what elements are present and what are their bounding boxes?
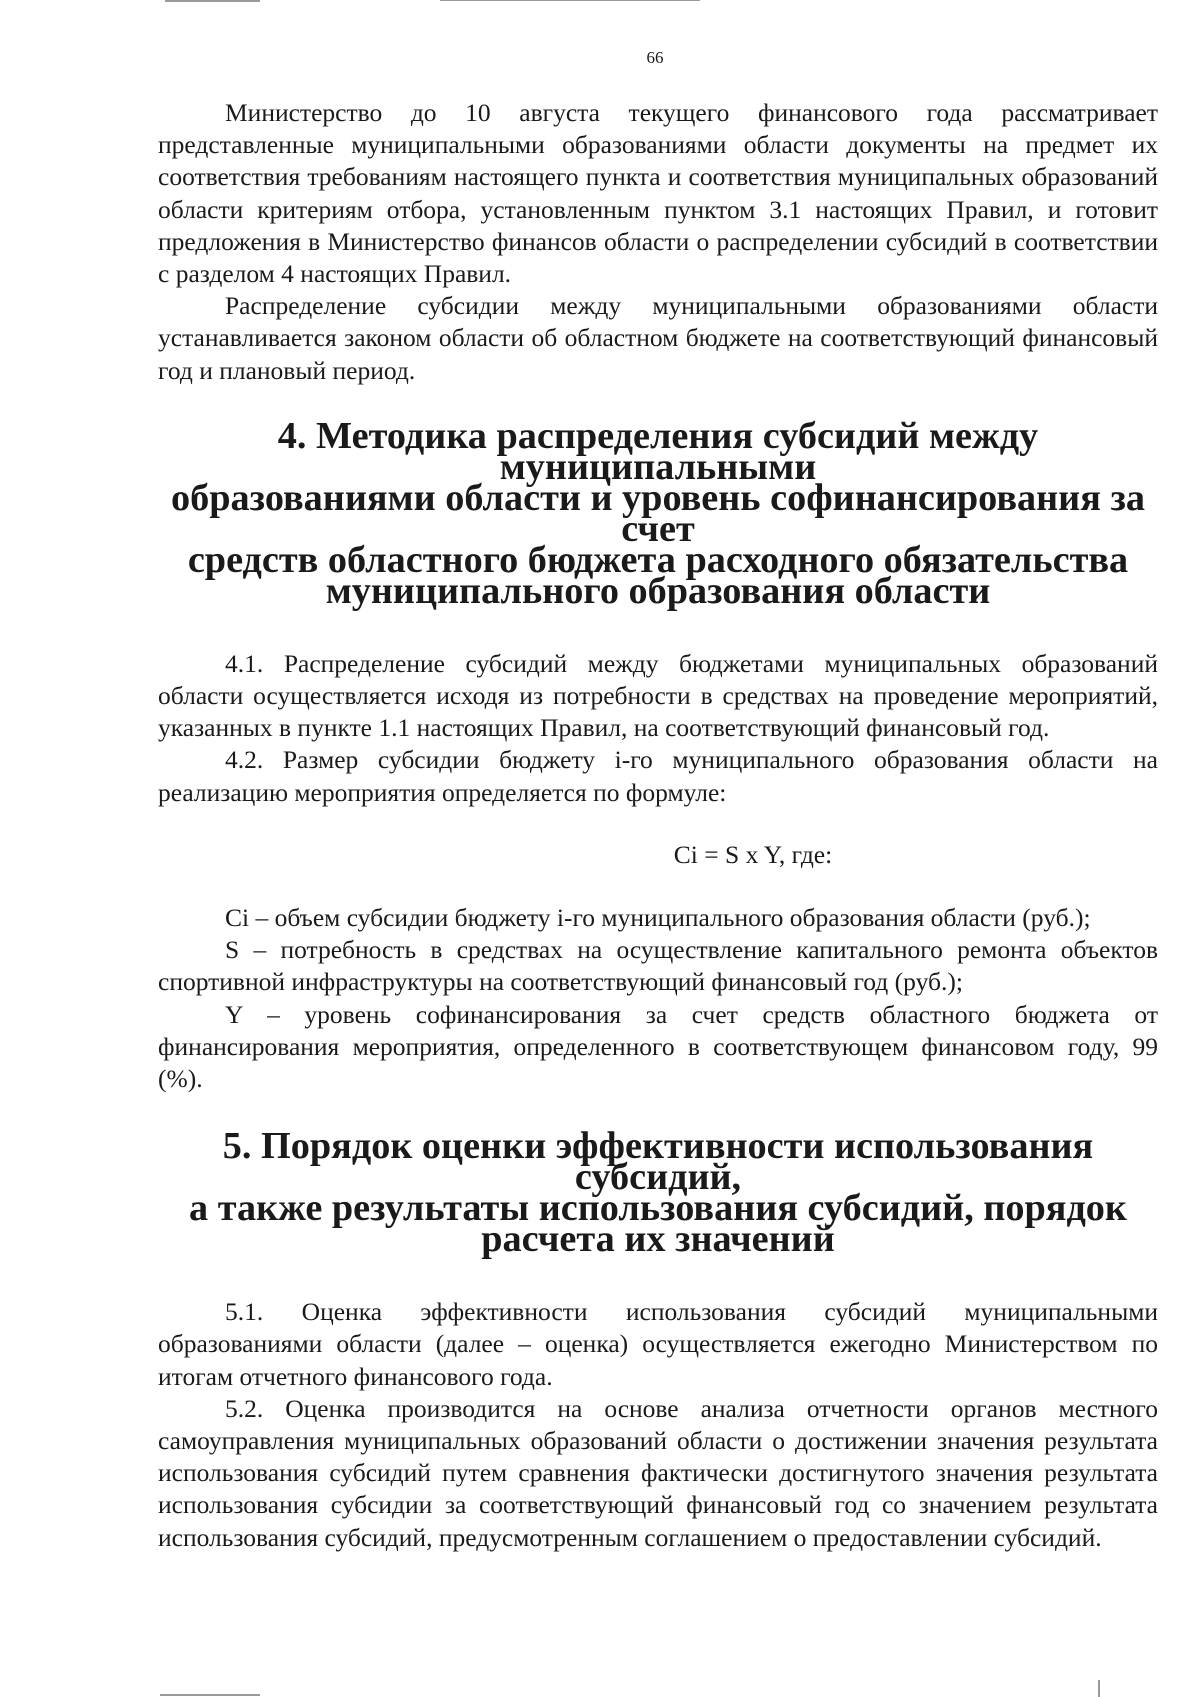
paragraph-5-1: 5.1. Оценка эффективности использования субсидий муниципальными образованиями области (далее – оценка) осуществляется ежегодно Министерством по итогам отчетного финансового года.: [158, 1297, 1158, 1391]
scan-artifact-top: [165, 0, 260, 2]
paragraph-4-2: 4.2. Размер субсидии бюджету i-го муниципального образования области на реализацию мероприятия определяется по формуле:: [158, 745, 1158, 807]
heading-line: образованиями области и уровень софинансирования за счет: [171, 476, 1145, 550]
scan-artifact-bottom: [160, 1694, 260, 1696]
paragraph-5-2: 5.2. Оценка производится на основе анализа отчетности органов местного самоуправления муниципальных образований области о достижении значения результата использования субсидий путем сравнения фактически достигнутого значения результата использования субсидии за соответствующий финансовый год со значением результата использования субсидий, предусмотренным соглашением о предоставлении субсидий.: [158, 1393, 1158, 1552]
section-4-heading: [158, 414, 1158, 612]
page-number: 66: [646, 48, 664, 67]
definition-s: S – потребность в средствах на осуществление капитального ремонта объектов спортивной инфраструктуры на соответствующий финансовый год (руб.);: [158, 935, 1158, 997]
heading-line: 4. Методика распределения субсидий между муниципальными: [277, 414, 1039, 488]
heading-line: средств областного бюджета расходного обязательства: [187, 538, 1129, 581]
definition-y: Y – уровень софинансирования за счет средств областного бюджета от финансирования мероприятия, определенного в соответствующем финансовом году, 99 (%).: [158, 999, 1158, 1094]
section-5-heading: [158, 1125, 1158, 1261]
heading-line: расчета их значений: [481, 1218, 835, 1261]
paragraph-4-1: 4.1. Распределение субсидий между бюджетами муниципальных образований области осуществляется исходя из потребности в средствах на проведение мероприятий, указанных в пункте 1.1 настоящих Правил, на соответствующий финансовый год.: [158, 648, 1158, 743]
heading-line: муниципального образования области: [325, 569, 991, 612]
heading-line: 5. Порядок оценки эффективности использования субсидий,: [222, 1125, 1094, 1199]
scan-artifact-bottom-2: [1098, 1680, 1100, 1697]
definition-ci: Ci – объем субсидии бюджету i-го муниципального образования области (руб.);: [225, 903, 1091, 933]
document-body: [158, 97, 1158, 1554]
paragraph: Распределение субсидии между муниципальными образованиями области устанавливается законом области об областном бюджете на соответствующий финансовый год и плановый период.: [158, 291, 1158, 385]
formula: Ci = S x Y, где:: [673, 839, 833, 869]
heading-line: а также результаты использования субсидий, порядок: [189, 1187, 1127, 1230]
scan-artifact-top-2: [440, 0, 700, 1]
paragraph: Министерство до 10 августа текущего финансового года рассматривает представленные муниципальными образованиями области документы на предмет их соответствия требованиям настоящего пункта и соответствия муниципальных образований области критериям отбора, установленным пунктом 3.1 настоящих Правил, и готовит предложения в Министерство финансов области о распределении субсидий в соответствии с разделом 4 настоящих Правил.: [158, 98, 1158, 289]
